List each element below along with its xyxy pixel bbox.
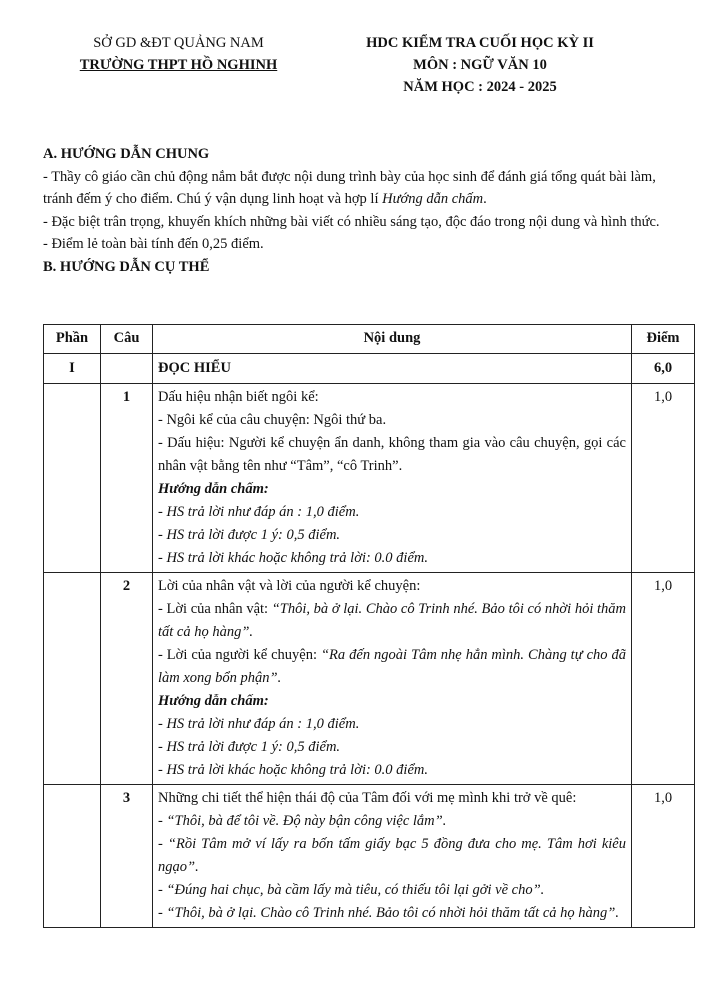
school-year: NĂM HỌC : 2024 - 2025 [403,79,557,95]
content-line: Lời của nhân vật và lời của người kể chuyện: [158,578,421,594]
content-line: Những chi tiết thể hiện thái độ của Tâm đối với mẹ mình khi trở về quê: [158,790,577,806]
col-header-question: Câu [101,325,153,354]
table-row-question-3 [44,785,695,928]
quoted-text: “Ra đến ngoài Tâm nhẹ hẳn mình. Chàng tự cho đã làm xong bổn phận”. [158,647,626,686]
table-row-question-1 [44,384,695,573]
document-title: HDC KIỂM TRA CUỐI HỌC KỲ II [366,35,594,51]
quoted-text: “Thôi, bà ở lại. Chào cô Trinh nhé. Bảo tôi có nhời hỏi thăm tất cả họ hàng”. [158,601,627,640]
question-content [153,384,632,573]
quoted-text: - “Thôi, bà ở lại. Chào cô Trinh nhé. Bảo tôi có nhời hỏi thăm tất cả họ hàng”. [158,905,619,921]
content-line [158,598,626,644]
question-points: 1,0 [632,384,695,573]
content-line: Dấu hiệu nhận biết ngôi kể: [158,389,319,405]
guidance-paragraph-1 [43,166,683,211]
guidance-p1-italic: Hướng dẫn chấm [382,191,484,207]
guidance-paragraph-3: - Điểm lẻ toàn bài tính đến 0,25 điểm. [43,236,264,252]
grading-rule: - HS trả lời được 1 ý: 0,5 điểm. [158,527,341,543]
grading-table [43,324,695,928]
guidance-p1-text: - Thầy cô giáo cần chủ động nắm bắt được nội dung trình bày của học sinh để đánh giá tổng quát bài làm, tránh đếm ý cho điểm. Chú ý vận dụng linh hoạt và hợp lí [43,168,656,207]
grading-rule: - HS trả lời khác hoặc không trả lời: 0.0 điểm. [158,762,428,778]
document-header [0,32,714,102]
table-row-question-2 [44,573,695,785]
grading-rule: - HS trả lời được 1 ý: 0,5 điểm. [158,739,341,755]
question-number: 1 [101,384,153,573]
quoted-text: - “Thôi, bà để tôi về. Độ này bận công việc lắm”. [158,813,447,829]
question-points: 1,0 [632,785,695,928]
part-title: ĐỌC HIỂU [153,354,632,384]
empty-cell [44,573,101,785]
department-name: SỞ GD &ĐT QUẢNG NAM [93,35,264,51]
section-b-heading: B. HƯỚNG DẪN CỤ THỂ [43,258,210,275]
question-number: 2 [101,573,153,785]
header-left [46,32,311,76]
content-line: - Ngôi kể của câu chuyện: Ngôi thứ ba. [158,412,387,428]
col-header-points: Điểm [632,325,695,354]
part-points: 6,0 [632,354,695,384]
col-header-part: Phần [44,325,101,354]
content-line [158,644,626,690]
table-row-part-1 [44,354,695,384]
grading-guide-title: Hướng dẫn chấm: [158,693,269,709]
question-content [153,785,632,928]
grading-rule: - HS trả lời như đáp án : 1,0 điểm. [158,716,360,732]
grading-rule: - HS trả lời khác hoặc không trả lời: 0.0 điểm. [158,550,428,566]
empty-cell [101,354,153,384]
grading-rule: - HS trả lời như đáp án : 1,0 điểm. [158,504,360,520]
question-points: 1,0 [632,573,695,785]
grading-guide-title: Hướng dẫn chấm: [158,481,269,497]
guidance-p1-end: . [483,191,487,207]
question-content [153,573,632,785]
general-guidance [43,143,683,278]
empty-cell [44,785,101,928]
quoted-text: - “Rồi Tâm mở ví lấy ra bốn tấm giấy bạc 5 đồng đưa cho mẹ. Tâm hơi kiêu ngạo”. [158,836,626,875]
content-label: - Lời của nhân vật: [158,601,272,617]
col-header-content: Nội dung [153,325,632,354]
school-name: TRƯỜNG THPT HỒ NGHINH [79,57,278,73]
table-header-row [44,325,695,354]
content-label: - Lời của người kể chuyện: [158,647,321,663]
question-number: 3 [101,785,153,928]
part-number: I [44,354,101,384]
header-right [330,32,630,98]
quoted-text: - “Đúng hai chục, bà cầm lấy mà tiêu, có thiếu tôi lại gởi về cho”. [158,882,545,898]
empty-cell [44,384,101,573]
section-a-heading: A. HƯỚNG DẪN CHUNG [43,146,210,162]
content-line: - Dấu hiệu: Người kể chuyện ẩn danh, không tham gia vào câu chuyện, gọi các nhân vật bằng tên như “Tâm”, “cô Trinh”. [158,435,626,474]
guidance-paragraph-2: - Đặc biệt trân trọng, khuyến khích những bài viết có nhiều sáng tạo, độc đáo trong nội dung và hình thức. [43,213,660,230]
subject-line: MÔN : NGỮ VĂN 10 [413,57,547,73]
